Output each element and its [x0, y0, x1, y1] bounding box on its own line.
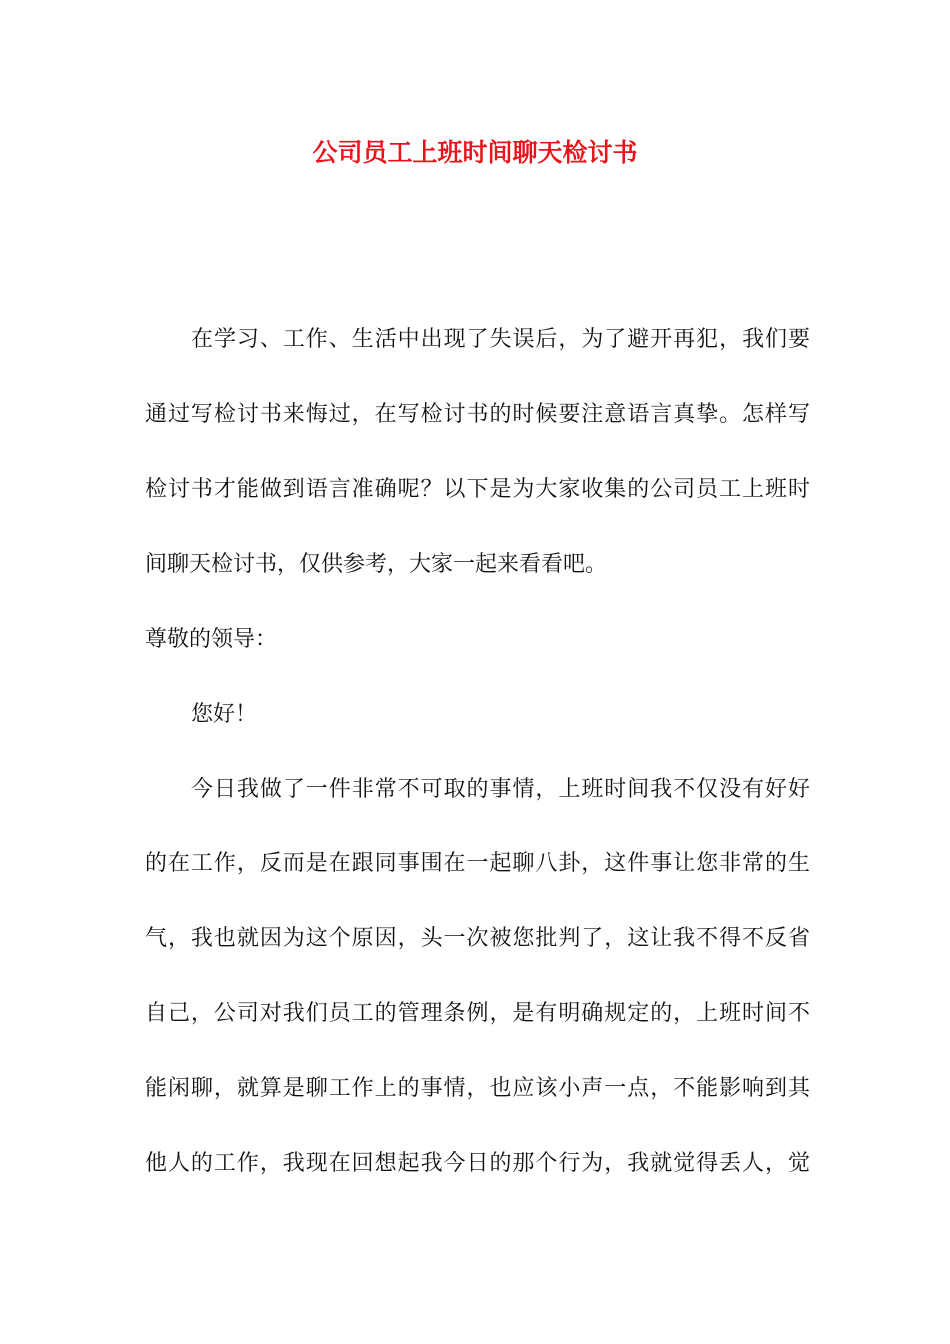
paragraph-line: 的在工作，反而是在跟同事围在一起聊八卦，这件事让您非常的生: [145, 851, 810, 876]
paragraph-line: 在学习、工作、生活中出现了失误后，为了避开再犯，我们要: [191, 327, 810, 352]
paragraph-line: 气，我也就因为这个原因，头一次被您批判了，这让我不得不反省: [145, 926, 810, 951]
paragraph-line: 他人的工作，我现在回想起我今日的那个行为，我就觉得丢人，觉: [145, 1151, 810, 1176]
paragraph-line: 间聊天检讨书，仅供参考，大家一起来看看吧。: [145, 552, 608, 577]
salutation: 尊敬的领导：: [145, 627, 278, 652]
paragraph-line: 通过写检讨书来悔过，在写检讨书的时候要注意语言真挚。怎样写: [145, 402, 810, 427]
paragraph-line: 自己，公司对我们员工的管理条例，是有明确规定的，上班时间不: [145, 1001, 810, 1026]
paragraph-line: 能闲聊，就算是聊工作上的事情，也应该小声一点，不能影响到其: [145, 1076, 810, 1101]
greeting: 您好！: [191, 702, 258, 727]
paragraph-line: 检讨书才能做到语言准确呢？以下是为大家收集的公司员工上班时: [145, 477, 810, 502]
paragraph-line: 今日我做了一件非常不可取的事情，上班时间我不仅没有好好: [191, 777, 810, 802]
document-title: 公司员工上班时间聊天检讨书: [312, 138, 638, 167]
